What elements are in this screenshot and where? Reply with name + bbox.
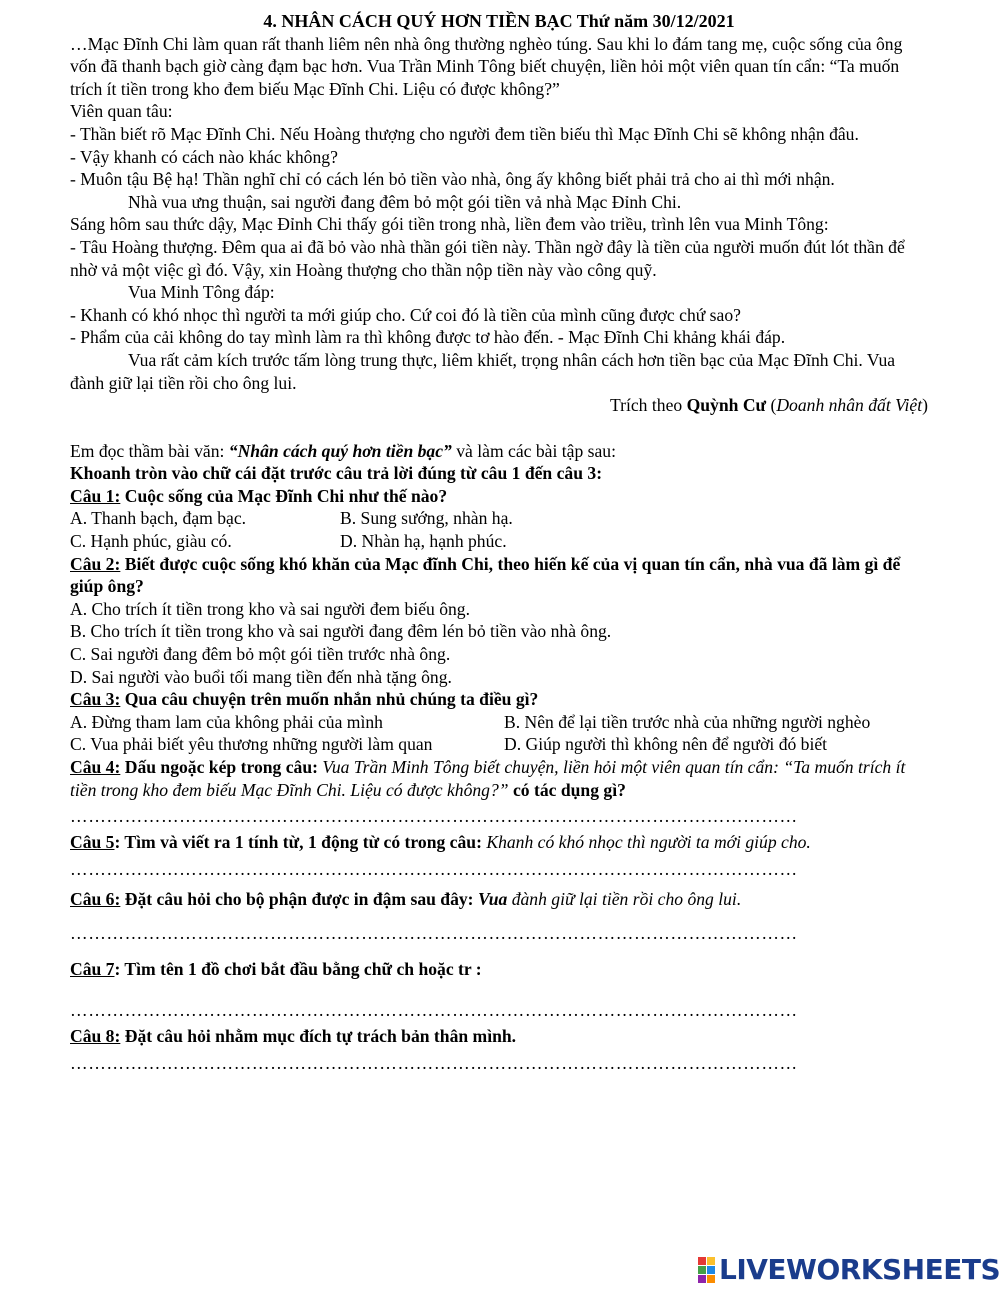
question-5 [70, 831, 928, 854]
question-7-text: : Tìm tên 1 đồ chơi bắt đầu bằng chữ ch hoặc tr : [114, 959, 482, 980]
spacer [70, 417, 928, 440]
question-1-text: Cuộc sống của Mạc Đĩnh Chi như thế nào? [120, 485, 448, 506]
answer-line-8[interactable]: ………………………………………………………………………………………………………… [70, 1052, 798, 1073]
question-3 [70, 688, 928, 711]
logo-square-6 [707, 1275, 715, 1283]
question-2-label: Câu 2: [70, 553, 121, 574]
answer-line-7[interactable]: ………………………………………………………………………………………………………… [70, 999, 798, 1020]
question-2-option-b[interactable]: B. Cho trích ít tiền trong kho và sai người đang đêm lén bỏ tiền vào nhà ông. [70, 621, 612, 642]
question-2 [70, 553, 928, 598]
question-1-options-row-1 [70, 507, 928, 530]
question-4-quote: Vua Trần Minh Tông biết chuyện, liền hỏi một viên quan tín cẩn: “Ta muốn trích ít tiền trong kho đem biếu Mạc Đĩnh Chi. Liệu có được không?” [70, 757, 906, 800]
source-prefix: Trích theo [610, 395, 687, 416]
worksheet-content [70, 10, 928, 1078]
question-7-label: Câu 7 [70, 959, 115, 980]
question-1-options-row-2 [70, 530, 928, 553]
story-paragraph-8: - Tâu Hoàng thượng. Đêm qua ai đã bỏ vào nhà thần gói tiền này. Thần ngờ đây là tiền của người muốn đút lót thần để nhờ vả một việc gì đó. Vậy, xin Hoàng thượng cho thần nộp tiền này vào công quỹ. [70, 236, 905, 280]
answer-line-6[interactable]: ………………………………………………………………………………………………………… [70, 923, 798, 944]
story-paragraph-10: - Khanh có khó nhọc thì người ta mới giúp cho. Cứ coi đó là tiền của mình cũng được chứ sao? [70, 304, 741, 325]
story-paragraph-2: Viên quan tâu: [70, 101, 173, 122]
question-3-option-b[interactable]: B. Nên để lại tiền trước nhà của những người nghèo [504, 711, 871, 732]
story-paragraph-1: …Mạc Đĩnh Chi làm quan rất thanh liêm nên nhà ông thường nghèo túng. Sau khi lo đám tang mẹ, cuộc sống của ông vốn đã thanh bạch giờ càng đạm bạc hơn. Vua Trần Minh Tông biết chuyện, liền hỏi một viên quan tín cẩn: “Ta muốn trích ít tiền trong kho đem biếu Mạc Đĩnh Chi. Liệu có được không?” [70, 33, 903, 99]
story-paragraph-11: - Phẩm của cải không do tay mình làm ra thì không được tơ hào đến. - Mạc Đĩnh Chi khảng khái đáp. [70, 327, 786, 348]
question-4 [70, 756, 928, 801]
logo-mark-icon [698, 1257, 715, 1283]
instruction-suffix: và làm các bài tập sau: [451, 440, 616, 461]
source-author: Quỳnh Cư [686, 395, 767, 416]
instruction-line-1 [70, 440, 928, 463]
story-paragraph-6: Nhà vua ưng thuận, sai người đang đêm bỏ một gói tiền vả nhà Mạc Đỉnh Chi. [128, 191, 682, 212]
question-3-option-a[interactable]: A. Đừng tham lam của không phải của mình [70, 711, 383, 732]
story-paragraph-12 [70, 349, 928, 394]
story-paragraph-12-text: Vua rất cảm kích trước tấm lòng trung thực, liêm khiết, trọng nhân cách hơn tiền bạc của Mạc Đĩnh Chi. Vua đành giữ lại tiền rồi cho ông lui. [70, 349, 896, 393]
story-source [70, 394, 928, 417]
question-6-label: Câu 6: [70, 888, 121, 909]
instruction-story-title: “Nhân cách quý hơn tiền bạc” [228, 440, 452, 461]
question-8-label: Câu 8: [70, 1025, 121, 1046]
story-paragraph-4: - Vậy khanh có cách nào khác không? [70, 146, 338, 167]
question-3-options-row-2 [70, 733, 928, 756]
question-5-label: Câu 5 [70, 832, 115, 853]
question-8 [70, 1025, 928, 1048]
question-3-text: Qua câu chuyện trên muốn nhắn nhủ chúng ta điều gì? [120, 689, 539, 710]
question-1-option-a[interactable]: A. Thanh bạch, đạm bạc. [70, 508, 247, 529]
logo-text: LIVEWORKSHEETS [719, 1252, 1000, 1286]
logo-square-4 [707, 1266, 715, 1274]
question-6-bold-part: Vua [477, 888, 508, 909]
story-paragraph-7: Sáng hôm sau thức dậy, Mạc Đỉnh Chi thấy gói tiền trong nhà, liền đem vào triều, trình lên vua Minh Tông: [70, 214, 829, 235]
question-3-option-d[interactable]: D. Giúp người thì không nên để người đó biết [504, 734, 828, 755]
answer-line-5[interactable]: ………………………………………………………………………………………………………… [70, 858, 798, 879]
source-open: ( [766, 395, 777, 416]
page-title [70, 10, 928, 33]
question-8-text: Đặt câu hỏi nhằm mục đích tự trách bản thân mình. [120, 1025, 517, 1046]
question-1 [70, 485, 928, 508]
question-3-option-c[interactable]: C. Vua phải biết yêu thương những người làm quan [70, 734, 433, 755]
logo-square-5 [698, 1275, 706, 1283]
question-6-text: Đặt câu hỏi cho bộ phận được in đậm sau đây: [120, 888, 478, 909]
liveworksheets-logo [698, 1252, 1000, 1288]
question-2-option-d[interactable]: D. Sai người vào buổi tối mang tiền đến nhà tặng ông. [70, 666, 452, 687]
source-close: ) [922, 395, 928, 416]
logo-square-3 [698, 1266, 706, 1274]
story-paragraph-3: - Thần biết rõ Mạc Đĩnh Chi. Nếu Hoàng thượng cho người đem tiền biếu thì Mạc Đĩnh Chi sẽ không nhận đâu. [70, 123, 859, 144]
question-2-text: Biết được cuộc sống khó khăn của Mạc đĩnh Chi, theo hiến kế của vị quan tín cẩn, nhà vua đã làm gì để giúp ông? [70, 553, 901, 597]
question-1-label: Câu 1: [70, 485, 121, 506]
answer-line-4[interactable]: ………………………………………………………………………………………………………… [70, 806, 798, 827]
question-3-label: Câu 3: [70, 689, 121, 710]
question-6-rest: đành giữ lại tiền rồi cho ông lui. [507, 888, 742, 909]
title-text: 4. NHÂN CÁCH QUÝ HƠN TIỀN BẠC [263, 11, 573, 31]
question-2-option-c[interactable]: C. Sai người đang đêm bỏ một gói tiền trước nhà ông. [70, 644, 451, 665]
logo-square-1 [698, 1257, 706, 1265]
source-book: Doanh nhân đất Việt [776, 395, 923, 416]
story-paragraph-9: Vua Minh Tông đáp: [128, 282, 275, 303]
story-paragraph-5: - Muôn tậu Bệ hạ! Thần nghĩ chỉ có cách lén bỏ tiền vào nhà, ông ấy không biết phải trả cho ai thì mới nhận. [70, 169, 835, 190]
instruction-prefix: Em đọc thầm bài văn: [70, 440, 229, 461]
question-5-quote: Khanh có khó nhọc thì người ta mới giúp cho. [486, 832, 811, 853]
question-1-option-d[interactable]: D. Nhàn hạ, hạnh phúc. [340, 531, 507, 552]
title-date: Thứ năm 30/12/2021 [576, 11, 735, 31]
question-1-option-b[interactable]: B. Sung sướng, nhàn hạ. [340, 508, 513, 529]
question-4-text: Dấu ngoặc kép trong câu: [120, 757, 323, 777]
question-6 [70, 888, 928, 911]
question-1-option-c[interactable]: C. Hạnh phúc, giàu có. [70, 531, 232, 552]
question-2-option-a[interactable]: A. Cho trích ít tiền trong kho và sai người đem biếu ông. [70, 598, 470, 619]
question-5-text: : Tìm và viết ra 1 tính từ, 1 động từ có trong câu: [114, 832, 487, 853]
logo-square-2 [707, 1257, 715, 1265]
question-4-suffix: có tác dụng gì? [508, 779, 626, 800]
instruction-line-2: Khoanh tròn vào chữ cái đặt trước câu trả lời đúng từ câu 1 đến câu 3: [70, 463, 603, 484]
question-4-label: Câu 4: [70, 757, 121, 777]
question-3-options-row-1 [70, 711, 928, 734]
question-7 [70, 958, 928, 981]
